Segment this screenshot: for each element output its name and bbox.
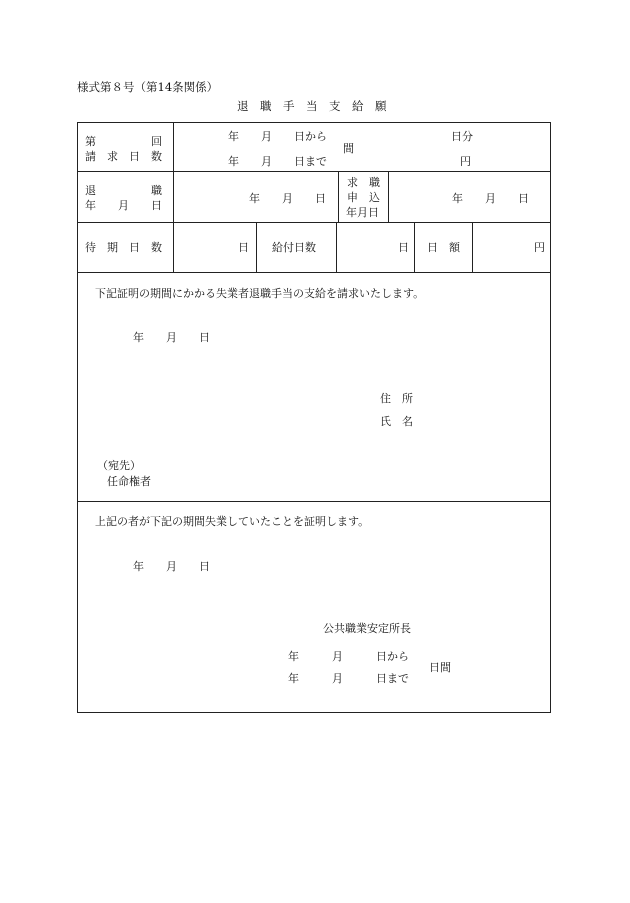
claim-period-from[interactable]: 年 月 日から: [228, 130, 327, 143]
claim-days-label: 請 求 日 数: [85, 150, 162, 163]
certification-statement: 上記の者が下記の期間失業していたことを証明します。: [95, 515, 370, 528]
row-divider-3: [77, 272, 551, 273]
waiting-days-label: 待 期 日 数: [85, 241, 162, 254]
form-title: 退 職 手 当 支 給 願: [237, 99, 387, 113]
daily-amount-yen-unit: 円: [534, 241, 545, 254]
appointing-authority-label: 任命権者: [107, 475, 151, 488]
claim-count-label: 第 回: [85, 135, 162, 148]
row-divider-1: [77, 171, 551, 172]
claim-yen-unit: 円: [460, 155, 471, 168]
unemployment-period-from[interactable]: 年 月 日から: [288, 650, 409, 663]
label-column-divider: [173, 122, 174, 272]
benefit-days-label: 給付日数: [272, 241, 316, 254]
daily-amount-label-left-divider: [414, 223, 415, 272]
form-number: 様式第８号（第14条関係）: [77, 80, 219, 94]
certification-date[interactable]: 年 月 日: [133, 560, 210, 573]
job-application-label-2: 申 込: [347, 191, 380, 204]
request-date[interactable]: 年 月 日: [133, 331, 210, 344]
employment-office-label: 公共職業安定所長: [323, 622, 411, 635]
retirement-label: 退 職: [85, 184, 162, 197]
unemployment-period-to[interactable]: 年 月 日まで: [288, 672, 409, 685]
benefit-days-label-left-divider: [256, 223, 257, 272]
retirement-date-label: 年 月 日: [85, 199, 162, 212]
job-application-label-1: 求 職: [347, 176, 380, 189]
waiting-days-unit: 日: [238, 241, 249, 254]
claim-period-to[interactable]: 年 月 日まで: [228, 155, 327, 168]
address-label: 住 所: [380, 392, 413, 405]
daily-amount-value-left-divider: [472, 223, 473, 272]
application-label-left-divider: [338, 172, 339, 222]
unemployment-days-label: 日間: [429, 661, 451, 674]
application-label-right-divider: [388, 172, 389, 222]
retirement-date[interactable]: 年 月 日: [249, 192, 326, 205]
section-divider: [77, 501, 551, 502]
benefit-days-value-left-divider: [336, 223, 337, 272]
request-statement: 下記証明の期間にかかる失業者退職手当の支給を請求いたします。: [95, 287, 425, 300]
claim-days-unit: 日分: [451, 130, 473, 143]
job-application-label-3: 年月日: [346, 206, 379, 219]
claim-period-label: 間: [343, 142, 354, 155]
benefit-days-unit: 日: [398, 241, 409, 254]
name-label: 氏 名: [380, 415, 413, 428]
job-application-date[interactable]: 年 月 日: [452, 192, 529, 205]
daily-amount-label: 日 額: [427, 241, 460, 254]
row-divider-2: [77, 222, 551, 223]
addressee-label: （宛先）: [97, 459, 141, 472]
